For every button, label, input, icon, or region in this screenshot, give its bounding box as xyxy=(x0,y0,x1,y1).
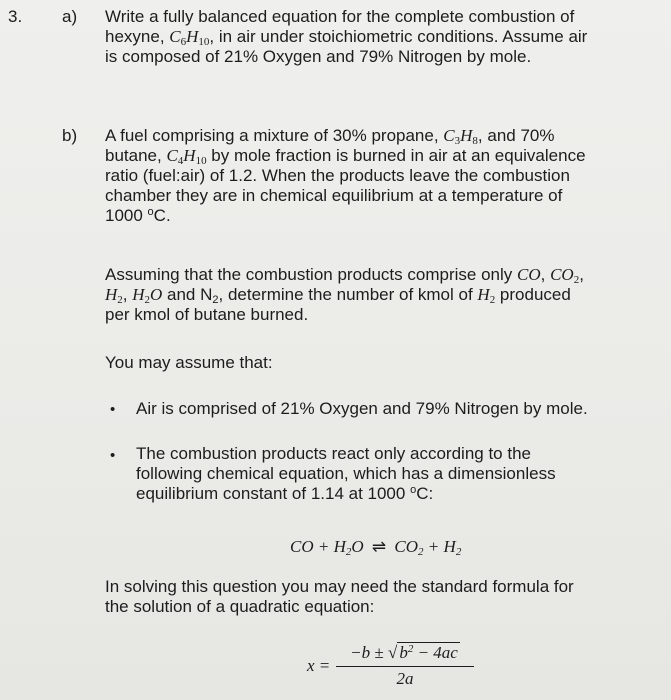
part-a-line: hexyne, $C_6H_{10}$, in air under stoichiometric conditions. Assume air xyxy=(105,27,588,48)
bullet-2-text xyxy=(136,444,666,504)
question-number: 3. xyxy=(8,7,23,26)
part-b-line: A fuel comprising a mixture of 30% propane, $C_3H_8$, and 70% xyxy=(105,126,555,147)
equilibrium-equation: CO + $H_2O$ ⇌ $CO_2 + H_2$ xyxy=(290,537,462,558)
equilibrium-arrow-icon: ⇌ xyxy=(371,537,387,556)
bullet-2-line: The combustion products react only according to the xyxy=(136,444,531,463)
part-b-line: ratio (fuel:air) of 1.2. When the products leave the combustion xyxy=(105,166,570,185)
quadratic-fraction xyxy=(336,642,474,691)
part-b-line: per kmol of butane burned. xyxy=(105,305,309,324)
solving-paragraph xyxy=(105,577,670,617)
part-b-line: 1000 $^o$C. xyxy=(105,206,171,225)
part-b-line: $H_2$, $H_2O$ and $N_2$, determine the number of kmol of $H_2$ produced xyxy=(105,285,571,306)
quadratic-x: x = xyxy=(307,656,331,675)
part-b-line: butane, $C_4H_{10}$ by mole fraction is burned in air at an equivalence xyxy=(105,146,586,167)
sqrt-icon: √ xyxy=(387,643,398,662)
part-b-paragraph-1 xyxy=(105,126,670,226)
solving-line: the solution of a quadratic equation: xyxy=(105,597,375,616)
part-b-line: Assuming that the combustion products comprise only CO, $CO_2$, xyxy=(105,265,584,286)
quadratic-denominator: 2a xyxy=(396,669,414,688)
part-a-text xyxy=(105,7,665,67)
bullet-2-line: equilibrium constant of 1.14 at 1000 $^o$C: xyxy=(136,484,434,503)
part-b-paragraph-2 xyxy=(105,265,670,325)
part-a-line: is composed of 21% Oxygen and 79% Nitrogen by mole. xyxy=(105,47,532,66)
part-b-line: chamber they are in chemical equilibrium at a temperature of xyxy=(105,186,563,205)
bullet-icon: • xyxy=(110,447,116,464)
part-a-label: a) xyxy=(62,7,78,26)
part-a-line: Write a fully balanced equation for the complete combustion of xyxy=(105,7,575,26)
bullet-icon: • xyxy=(110,401,116,418)
bullet-1-text: Air is comprised of 21% Oxygen and 79% Nitrogen by mole. xyxy=(136,399,588,418)
assume-heading: You may assume that: xyxy=(105,353,273,372)
quadratic-numerator: −b ± √ $b^2 - 4ac$ xyxy=(350,643,458,662)
bullet-2-line: following chemical equation, which has a dimensionless xyxy=(136,464,556,483)
part-b-label: b) xyxy=(62,126,78,145)
solving-line: In solving this question you may need the standard formula for xyxy=(105,577,574,596)
